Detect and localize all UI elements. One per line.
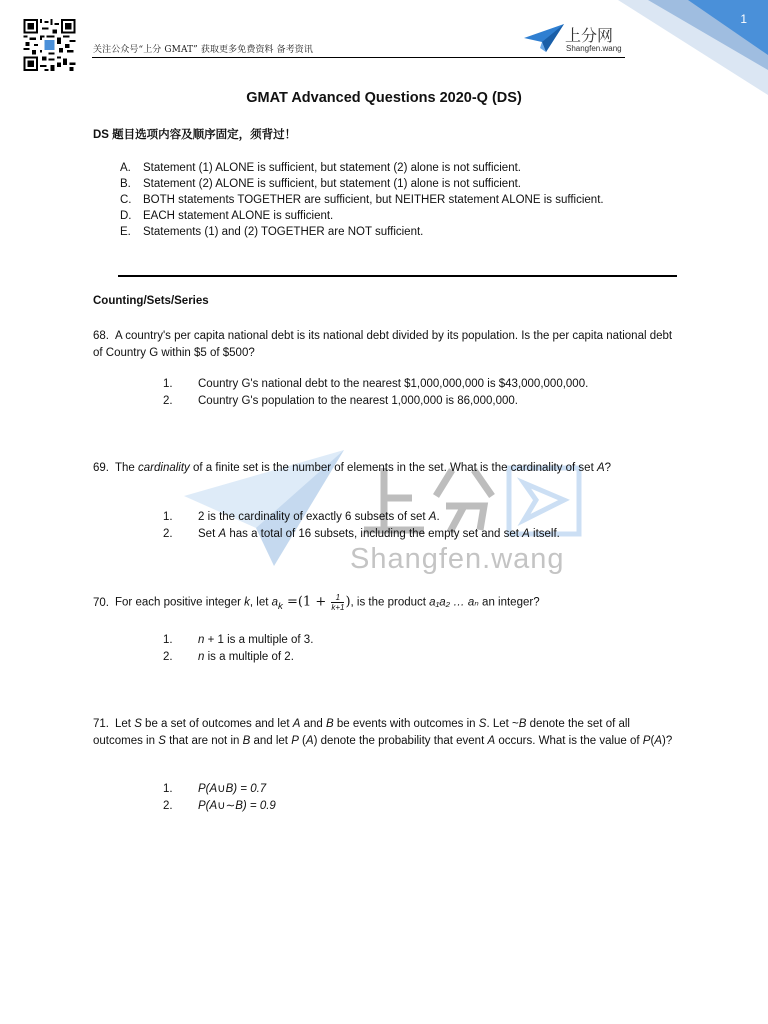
question-71-stem: 71. Let S be a set of outcomes and let A and B be events with outcomes in S. Let ~B denote the set of all outcomes in S that are not in B and let P (A) denote the probability that event A occurs. What is the value of P(A)? bbox=[93, 718, 673, 747]
section-title: Counting/Sets/Series bbox=[93, 295, 209, 307]
question-68-stem: 68. A country's per capita national debt is its national debt divided by its population. Is the per capita national debt of Country G within $5 of $500? bbox=[93, 330, 673, 359]
watermark-text: Shangfen.wang bbox=[350, 543, 565, 575]
qr-code-icon bbox=[22, 19, 77, 71]
question-68 bbox=[93, 328, 683, 407]
question-71 bbox=[93, 716, 683, 812]
header-divider bbox=[92, 57, 625, 58]
statement: 2. Country G's population to the nearest 1,000,000 is 86,000,000. bbox=[163, 395, 518, 407]
ds-answer-options bbox=[120, 160, 604, 240]
page-number: 1 bbox=[740, 12, 747, 26]
option-b: B. Statement (2) ALONE is sufficient, but statement (1) alone is not sufficient. bbox=[120, 178, 521, 190]
question-69-statements bbox=[163, 509, 683, 543]
question-69 bbox=[93, 460, 683, 540]
document-title: GMAT Advanced Questions 2020-Q (DS) bbox=[246, 90, 522, 106]
statement: 1. n + 1 is a multiple of 3. bbox=[163, 634, 314, 646]
question-68-statements bbox=[163, 376, 683, 410]
option-c: C. BOTH statements TOGETHER are sufficient, but NEITHER statement ALONE is sufficient. bbox=[120, 194, 604, 206]
ds-intro-note: DS 题目选项内容及顺序固定，须背过！ bbox=[93, 129, 297, 141]
statement: 1. 2 is the cardinality of exactly 6 subsets of set A. bbox=[163, 511, 440, 523]
section-divider bbox=[118, 275, 677, 277]
logo-domain: Shangfen.wang bbox=[566, 44, 622, 53]
option-a: A. Statement (1) ALONE is sufficient, but statement (2) alone is not sufficient. bbox=[120, 162, 521, 174]
statement: 2. Set A has a total of 16 subsets, including the empty set and set A itself. bbox=[163, 528, 560, 540]
option-d: D. EACH statement ALONE is sufficient. bbox=[120, 210, 334, 222]
fraction: $\frac{1}{k+1}$ bbox=[331, 593, 345, 612]
logo-name: 上分网 bbox=[565, 26, 614, 45]
question-70-statements bbox=[163, 632, 683, 666]
question-71-statements bbox=[163, 781, 683, 815]
statement: 1. Country G's national debt to the nearest $1,000,000,000 is $43,000,000,000. bbox=[163, 378, 589, 390]
question-70-stem: 70. For each positive integer k, let $a_k =(1$ + $\frac{1}{k+1}$ ), is the product a₁a₂ … aₙ an integer? bbox=[93, 593, 540, 612]
question-70 bbox=[93, 593, 683, 663]
statement: 1. P(A∪B) = 0.7 bbox=[163, 783, 267, 795]
promo-text: 关注公众号“上分 GMAT” 获取更多免费资料 备考资讯 bbox=[93, 45, 314, 55]
option-e: E. Statements (1) and (2) TOGETHER are NOT sufficient. bbox=[120, 226, 424, 238]
question-69-stem: 69. The cardinality of a finite set is the number of elements in the set. What is the cardinality of set A? bbox=[93, 462, 612, 474]
statement: 2. n is a multiple of 2. bbox=[163, 651, 294, 663]
statement: 2. P(A∪∼B) = 0.9 bbox=[163, 800, 276, 812]
